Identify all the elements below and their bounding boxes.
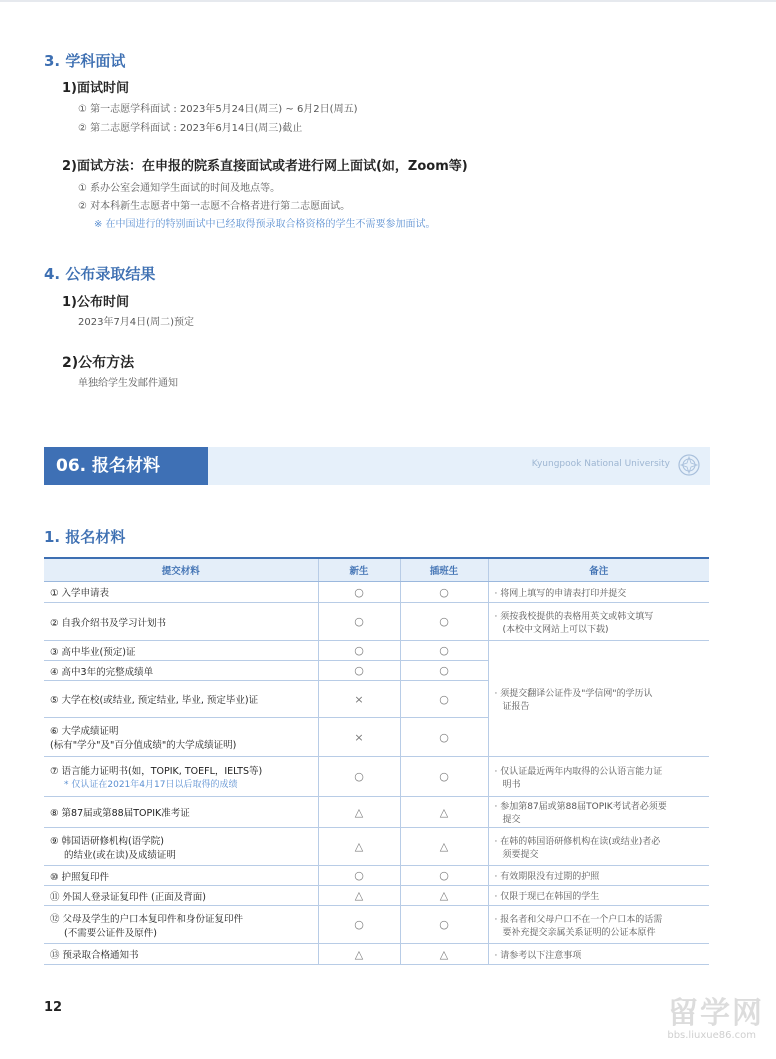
- row-number: ⑨: [50, 835, 59, 847]
- header-material: 提交材料: [44, 558, 318, 582]
- remark: · 须提交翻译公证件及"学信网"的学历认: [494, 688, 653, 699]
- new-student-mark: ○: [318, 661, 400, 681]
- materials-table: [44, 557, 709, 965]
- material-name: 外国人登录证复印件 (正面及背面): [62, 891, 206, 903]
- new-student-mark: ○: [318, 582, 400, 603]
- banner-title: 06. 报名材料: [44, 447, 208, 485]
- table-row: [44, 582, 709, 603]
- remark-cont: (本校中文网站上可以下载): [502, 624, 609, 635]
- table-row: [44, 797, 709, 828]
- row-number: ⑤: [50, 695, 59, 706]
- remark: · 在韩的韩国语研修机构在读(或结业)者必: [494, 836, 661, 847]
- transfer-student-mark: △: [400, 828, 488, 866]
- remark-cont: 证报告: [502, 701, 530, 712]
- row-number: ⑧: [50, 808, 59, 819]
- new-student-mark: ○: [318, 603, 400, 641]
- row-number: ②: [50, 617, 59, 629]
- transfer-student-mark: ○: [400, 603, 488, 641]
- material-name: 自我介绍书及学习计划书: [61, 617, 167, 629]
- remark-cont: 须要提交: [502, 849, 539, 860]
- remark-cont: 明书: [502, 779, 521, 790]
- s3-sub2-title: 2)面试方法：在申报的院系直接面试或者进行网上面试(如，Zoom等): [62, 159, 468, 174]
- new-student-mark: △: [318, 797, 400, 828]
- transfer-student-mark: ○: [400, 661, 488, 681]
- row-number: ⑪: [50, 891, 60, 903]
- row-number: ①: [50, 588, 59, 599]
- new-student-mark: △: [318, 886, 400, 906]
- material-detail: (标有"学分"及"百分值成绩"的大学成绩证明): [50, 740, 237, 751]
- material-name: 语言能力证明书(如，TOPIK, TOEFL，IELTS等): [61, 766, 263, 777]
- material-name: 韩国语研修机构(语学院): [61, 835, 164, 847]
- remark: · 仅认证最近两年内取得的公认语言能力证: [494, 766, 663, 777]
- transfer-student-mark: ○: [400, 582, 488, 603]
- material-name: 大学成绩证明: [61, 726, 119, 737]
- remark-cont: 要补充提交亲属关系证明的公证本原件: [502, 927, 656, 938]
- new-student-mark: △: [318, 828, 400, 866]
- table-row: [44, 828, 709, 866]
- transfer-student-mark: △: [400, 944, 488, 965]
- table-header-row: [44, 558, 709, 582]
- row-number: ⑩: [50, 871, 59, 883]
- material-name: 第87届或第88届TOPIK准考证: [61, 808, 190, 819]
- transfer-student-mark: ○: [400, 718, 488, 757]
- s3-sub1-line-2: ② 第二志愿学科面试 : 2023年6月14日(周三)截止: [78, 123, 303, 134]
- table-row: [44, 757, 709, 797]
- material-name: 父母及学生的户口本复印件和身份证复印件: [62, 913, 244, 925]
- table-section-title: 1. 报名材料: [44, 528, 126, 546]
- s3-sub2-line-1: ① 系办公室会通知学生面试的时间及地点等。: [78, 183, 281, 194]
- row-number: ⑫: [50, 913, 60, 925]
- section-banner: [44, 447, 710, 485]
- header-new: 新生: [318, 558, 400, 582]
- table-row: [44, 944, 709, 965]
- transfer-student-mark: ○: [400, 866, 488, 886]
- remark: · 将网上填写的申请表打印并提交: [488, 582, 709, 603]
- transfer-student-mark: △: [400, 797, 488, 828]
- transfer-student-mark: ○: [400, 641, 488, 661]
- table-row: [44, 886, 709, 906]
- top-divider: [0, 0, 776, 2]
- table-row: [44, 603, 709, 641]
- transfer-student-mark: ○: [400, 906, 488, 944]
- section-3-title: 3. 学科面试: [44, 52, 126, 70]
- remark-cont: 提交: [502, 815, 521, 825]
- new-student-mark: ○: [318, 866, 400, 886]
- s3-sub2-note: ※ 在中国进行的特别面试中已经取得预录取合格资格的学生不需要参加面试。: [94, 219, 436, 230]
- material-detail: (不需要公证件及原件): [64, 927, 157, 939]
- s4-sub2-line: 单独给学生发邮件通知: [78, 378, 178, 389]
- transfer-student-mark: ○: [400, 757, 488, 797]
- material-note: * 仅认证在2021年4月17日以后取得的成绩: [64, 780, 238, 790]
- s4-sub1-line: 2023年7月4日(周二)预定: [78, 317, 194, 328]
- new-student-mark: ×: [318, 718, 400, 757]
- university-emblem-icon: [678, 454, 700, 476]
- new-student-mark: △: [318, 944, 400, 965]
- new-student-mark: ○: [318, 641, 400, 661]
- row-number: ⑬: [50, 950, 60, 961]
- material-name: 预录取合格通知书: [62, 950, 139, 961]
- new-student-mark: ○: [318, 906, 400, 944]
- row-number: ④: [50, 666, 59, 678]
- s3-sub2-line-2: ② 对本科新生志愿者中第一志愿不合格者进行第二志愿面试。: [78, 201, 351, 212]
- material-name: 护照复印件: [61, 871, 110, 883]
- page-number: 12: [44, 1000, 63, 1015]
- remark: · 有效期限没有过期的护照: [488, 866, 709, 886]
- new-student-mark: ×: [318, 681, 400, 718]
- s3-sub1-line-1: ① 第一志愿学科面试 : 2023年5月24日(周三) ~ 6月2日(周五): [78, 104, 358, 115]
- row-number: ③: [50, 646, 59, 658]
- remark: · 报名者和父母户口不在一个户口本的话需: [494, 914, 663, 925]
- s4-sub1-title: 1)公布时间: [62, 295, 129, 310]
- header-remark: 备注: [488, 558, 709, 582]
- row-number: ⑦: [50, 766, 59, 777]
- university-name: Kyungpook National University: [531, 459, 670, 469]
- s4-sub2-title: 2)公布方法: [62, 355, 135, 371]
- remark: · 须按我校提供的表格用英文或韩文填写: [494, 611, 654, 622]
- watermark: 留学网: [668, 996, 764, 1031]
- material-name: 大学在校(或结业, 预定结业, 毕业, 预定毕业)证: [61, 695, 259, 706]
- table-row: [44, 641, 709, 661]
- material-detail: 的结业(或在读)及成绩证明: [64, 849, 176, 861]
- section-4-title: 4. 公布录取结果: [44, 265, 156, 283]
- s3-sub1-title: 1)面试时间: [62, 81, 129, 96]
- table-row: [44, 906, 709, 944]
- remark: · 参加第87届或第88届TOPIK考试者必须要: [494, 802, 667, 812]
- remark: · 请参考以下注意事项: [488, 944, 709, 965]
- material-name: 高中3年的完整成绩单: [61, 666, 154, 678]
- new-student-mark: ○: [318, 757, 400, 797]
- table-row: [44, 866, 709, 886]
- remark: · 仅限于现已在韩国的学生: [488, 886, 709, 906]
- transfer-student-mark: ○: [400, 681, 488, 718]
- material-name: 入学申请表: [61, 588, 110, 599]
- row-number: ⑥: [50, 726, 59, 737]
- watermark-url: bbs.liuxue86.com: [667, 1030, 756, 1041]
- material-name: 高中毕业(预定)证: [61, 646, 136, 658]
- header-transfer: 插班生: [400, 558, 488, 582]
- transfer-student-mark: △: [400, 886, 488, 906]
